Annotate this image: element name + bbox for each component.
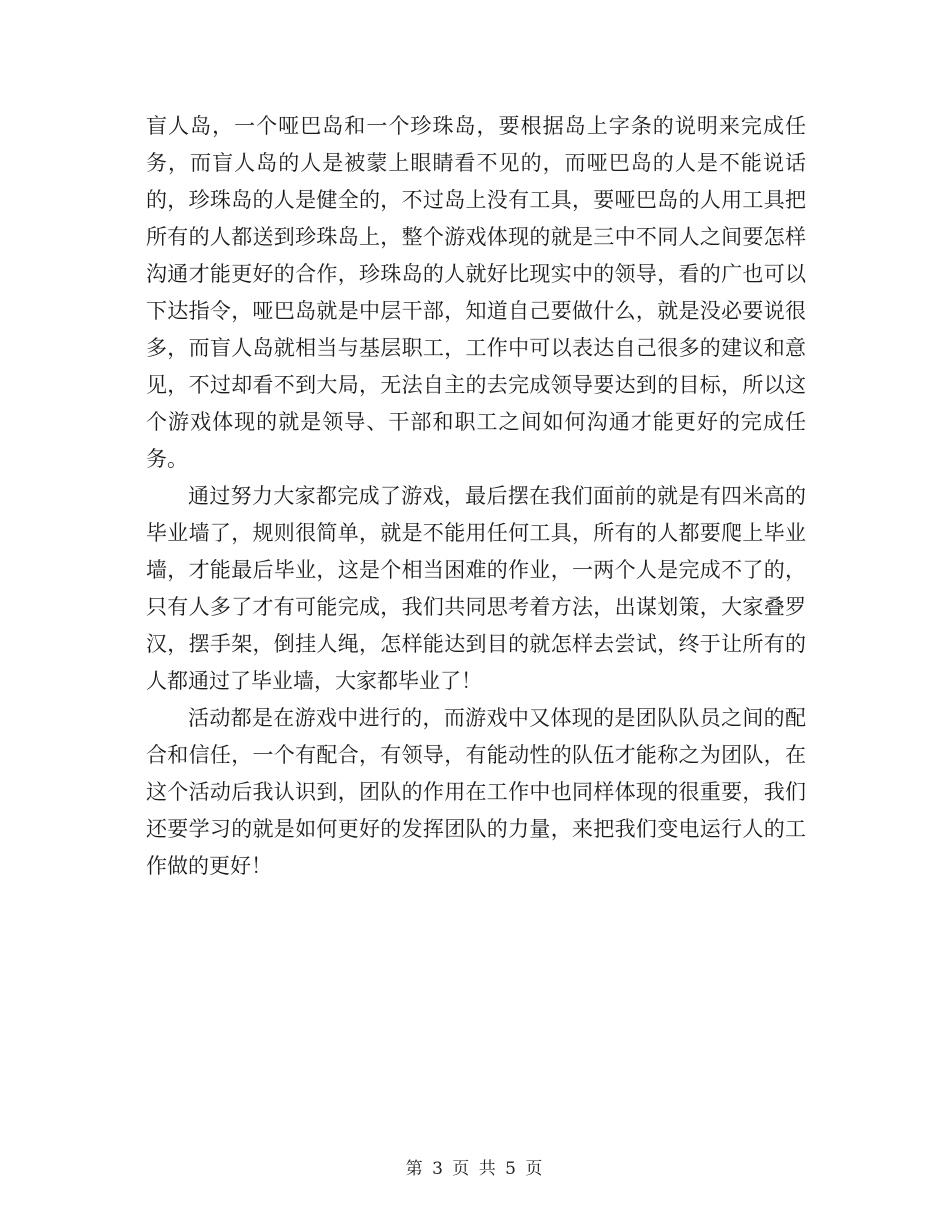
document-body (146, 108, 806, 885)
paragraph-2: 通过努力大家都完成了游戏，最后摆在我们面前的就是有四米高的毕业墙了，规则很简单，就是不能用任何工具，所有的人都要爬上毕业墙，才能最后毕业，这是个相当困难的作业，一两个人是完成不了的，只有人多了才有可能完成，我们共同思考着方法，出谋划策，大家叠罗汉，摆手架，倒挂人绳，怎样能达到目的就怎样去尝试，终于让所有的人都通过了毕业墙，大家都毕业了！ (146, 484, 806, 693)
paragraph-1: 盲人岛，一个哑巴岛和一个珍珠岛，要根据岛上字条的说明来完成任务，而盲人岛的人是被蒙上眼睛看不见的，而哑巴岛的人是不能说话的，珍珠岛的人是健全的，不过岛上没有工具，要哑巴岛的人用工具把所有的人都送到珍珠岛上，整个游戏体现的就是三中不同人之间要怎样沟通才能更好的合作，珍珠岛的人就好比现实中的领导，看的广也可以下达指令，哑巴岛就是中层干部，知道自己要做什么，就是没必要说很多，而盲人岛就相当与基层职工，工作中可以表达自己很多的建议和意见，不过却看不到大局，无法自主的去完成领导要达到的目标，所以这个游戏体现的就是领导、干部和职工之间如何沟通才能更好的完成任务。 (146, 114, 806, 471)
paragraph-3: 活动都是在游戏中进行的，而游戏中又体现的是团队队员之间的配合和信任，一个有配合，有领导，有能动性的队伍才能称之为团队，在这个活动后我认识到，团队的作用在工作中也同样体现的很重要，我们还要学习的就是如何更好的发挥团队的力量，来把我们变电运行人的工作做的更好！ (146, 706, 806, 878)
page-number-footer: 第 3 页 共 5 页 (405, 1159, 545, 1179)
